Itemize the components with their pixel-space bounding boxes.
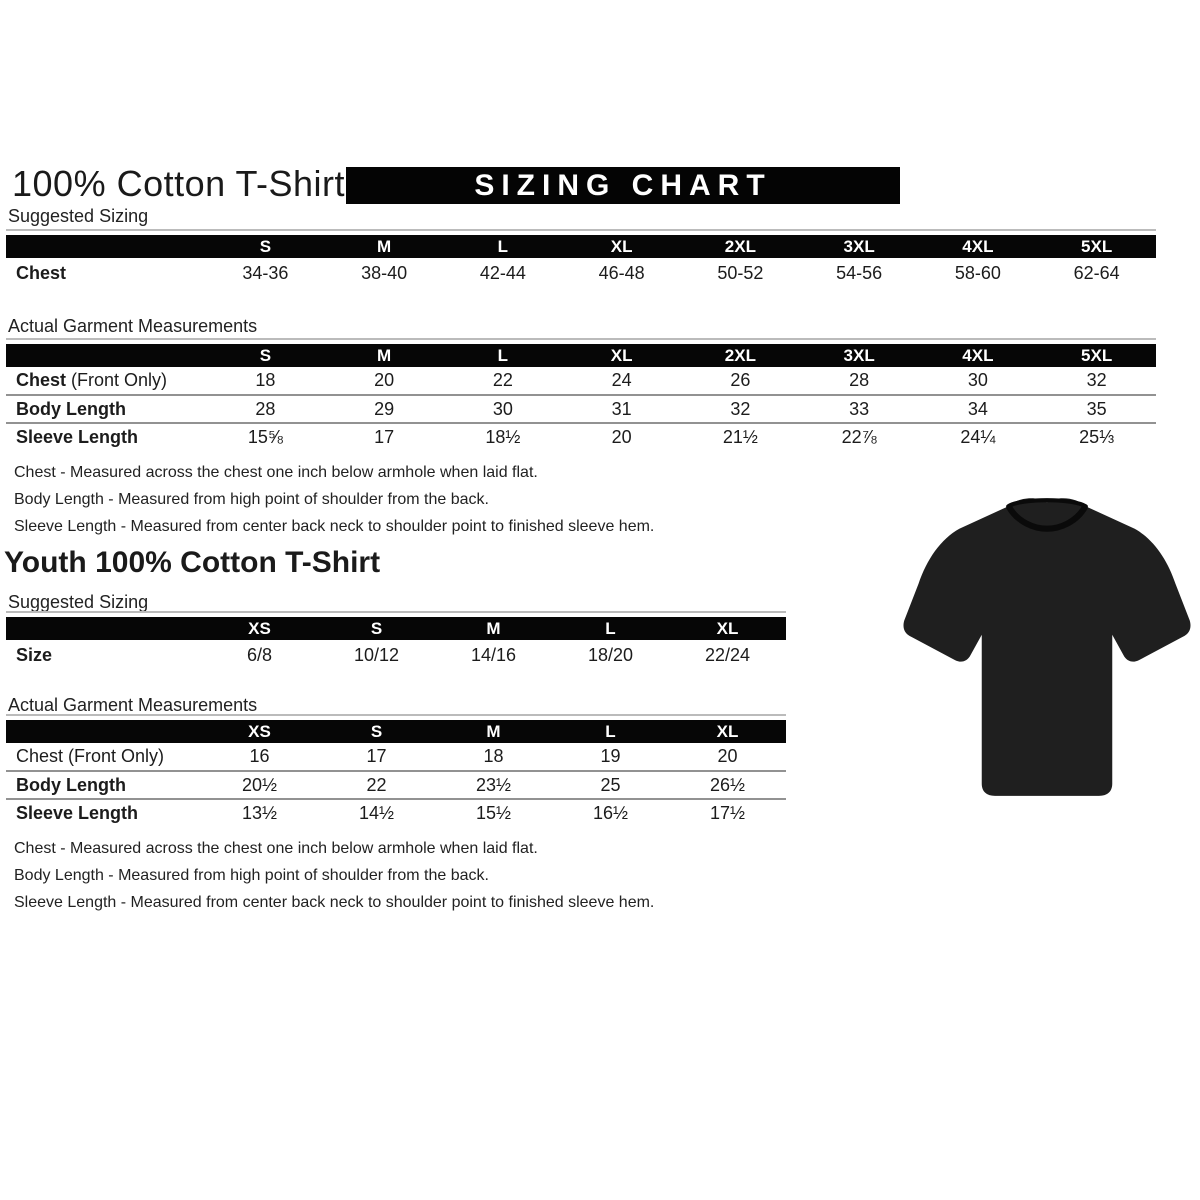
cell: 46-48	[598, 263, 645, 283]
column-header: S	[206, 235, 325, 258]
cell: 30	[444, 395, 563, 423]
column-header: M	[435, 720, 552, 743]
column-header: 4XL	[919, 344, 1038, 367]
table-row	[6, 258, 1156, 289]
row-label: Body Length	[6, 771, 201, 799]
cell: 22⅞	[800, 423, 919, 451]
cell: 32	[681, 395, 800, 423]
sizing-chart-banner: SIZING CHART	[346, 167, 900, 204]
cell: 21½	[681, 423, 800, 451]
column-header: L	[444, 344, 563, 367]
column-header: 4XL	[919, 235, 1038, 258]
column-header: L	[552, 720, 669, 743]
row-label: Chest	[16, 263, 67, 283]
youth-actual-table-wrap	[6, 714, 786, 827]
note-line: Sleeve Length - Measured from center back neck to shoulder point to finished sleeve hem.	[14, 518, 655, 535]
column-header: XL	[562, 235, 681, 258]
note-line: Body Length - Measured from high point of shoulder from the back.	[14, 867, 489, 884]
cell: 35	[1037, 395, 1156, 423]
row-label: Sleeve Length	[6, 423, 206, 451]
column-header: XL	[562, 344, 681, 367]
cell: 16½	[552, 799, 669, 827]
cell: 18	[255, 370, 276, 390]
column-header: XS	[201, 617, 318, 640]
youth-actual-heading: Actual Garment Measurements	[8, 695, 258, 715]
row-label-bold: Chest	[16, 370, 67, 390]
table-row	[6, 395, 1156, 423]
row-label: Chest (Front Only)	[16, 746, 165, 766]
cell: 58-60	[954, 263, 1001, 283]
column-header: S	[318, 617, 435, 640]
cell: 50-52	[717, 263, 764, 283]
youth-suggested-heading: Suggested Sizing	[8, 592, 149, 612]
column-header: S	[206, 344, 325, 367]
table-row	[6, 423, 1156, 451]
cell: 29	[325, 395, 444, 423]
cell: 20	[374, 370, 395, 390]
adult-suggested-heading: Suggested Sizing	[8, 206, 149, 226]
empty-header-cell	[6, 617, 201, 640]
cell: 26	[730, 370, 751, 390]
column-header: XL	[669, 720, 786, 743]
table-row	[6, 743, 786, 771]
table-row	[6, 799, 786, 827]
column-header: 5XL	[1037, 235, 1156, 258]
cell: 6/8	[246, 645, 273, 665]
adult-actual-table	[6, 344, 1156, 451]
cell: 19	[600, 746, 621, 766]
cell: 62-64	[1073, 263, 1120, 283]
column-header: M	[325, 235, 444, 258]
youth-actual-table	[6, 720, 786, 827]
table-row	[6, 367, 1156, 395]
adult-suggested-table	[6, 235, 1156, 289]
page-title: 100% Cotton T-Shirt	[12, 163, 346, 204]
column-header: M	[325, 344, 444, 367]
column-header: M	[435, 617, 552, 640]
cell: 22/24	[704, 645, 751, 665]
row-label	[6, 367, 206, 395]
cell: 25	[552, 771, 669, 799]
cell: 10/12	[353, 645, 400, 665]
row-label-rest: (Front Only)	[66, 370, 168, 390]
column-header: L	[552, 617, 669, 640]
adult-actual-table-wrap	[6, 338, 1156, 451]
column-header: 2XL	[681, 235, 800, 258]
cell: 24	[611, 370, 632, 390]
cell: 22	[492, 370, 513, 390]
empty-header-cell	[6, 235, 206, 258]
cell: 25⅓	[1037, 423, 1156, 451]
cell: 28	[206, 395, 325, 423]
tshirt-graphic	[894, 490, 1200, 802]
cell: 28	[849, 370, 870, 390]
cell: 18/20	[587, 645, 634, 665]
note-line: Body Length - Measured from high point of shoulder from the back.	[14, 491, 489, 508]
cell: 16	[249, 746, 270, 766]
cell: 20	[717, 746, 738, 766]
column-header: 5XL	[1037, 344, 1156, 367]
table-row	[6, 771, 786, 799]
column-header: 2XL	[681, 344, 800, 367]
note-line: Sleeve Length - Measured from center back neck to shoulder point to finished sleeve hem.	[14, 894, 655, 911]
youth-title: Youth 100% Cotton T-Shirt	[4, 546, 381, 579]
header-row	[6, 617, 786, 640]
cell: 17	[366, 746, 387, 766]
cell: 13½	[201, 799, 318, 827]
header-row	[6, 344, 1156, 367]
adult-actual-heading: Actual Garment Measurements	[8, 316, 258, 336]
row-label: Body Length	[6, 395, 206, 423]
cell: 20½	[201, 771, 318, 799]
adult-suggested-table-wrap	[6, 229, 1156, 289]
cell: 34-36	[242, 263, 289, 283]
youth-measurement-notes	[14, 840, 654, 921]
table-row	[6, 640, 786, 671]
cell: 17	[325, 423, 444, 451]
adult-measurement-notes	[14, 464, 654, 545]
cell: 54-56	[836, 263, 883, 283]
cell: 34	[919, 395, 1038, 423]
cell: 22	[318, 771, 435, 799]
column-header: XS	[201, 720, 318, 743]
header-row	[6, 720, 786, 743]
cell: 42-44	[479, 263, 526, 283]
empty-header-cell	[6, 344, 206, 367]
cell: 14½	[318, 799, 435, 827]
row-label: Size	[16, 645, 53, 665]
note-line: Chest - Measured across the chest one inch below armhole when laid flat.	[14, 840, 538, 857]
column-header: 3XL	[800, 344, 919, 367]
column-header: S	[318, 720, 435, 743]
cell: 24¼	[919, 423, 1038, 451]
cell: 17½	[669, 799, 786, 827]
cell: 31	[562, 395, 681, 423]
cell: 30	[967, 370, 988, 390]
cell: 26½	[669, 771, 786, 799]
cell: 20	[562, 423, 681, 451]
cell: 32	[1086, 370, 1107, 390]
cell: 15⅝	[206, 423, 325, 451]
cell: 15½	[435, 799, 552, 827]
empty-header-cell	[6, 720, 201, 743]
row-label: Sleeve Length	[6, 799, 201, 827]
column-header: L	[444, 235, 563, 258]
note-line: Chest - Measured across the chest one inch below armhole when laid flat.	[14, 464, 538, 481]
column-header: 3XL	[800, 235, 919, 258]
header-row	[6, 235, 1156, 258]
tshirt-body	[904, 498, 1191, 796]
youth-suggested-table	[6, 617, 786, 671]
cell: 23½	[435, 771, 552, 799]
column-header: XL	[669, 617, 786, 640]
black-tshirt-image	[894, 490, 1200, 802]
cell: 18½	[444, 423, 563, 451]
youth-suggested-table-wrap	[6, 611, 786, 671]
cell: 14/16	[470, 645, 517, 665]
cell: 38-40	[361, 263, 408, 283]
cell: 33	[800, 395, 919, 423]
cell: 18	[483, 746, 504, 766]
